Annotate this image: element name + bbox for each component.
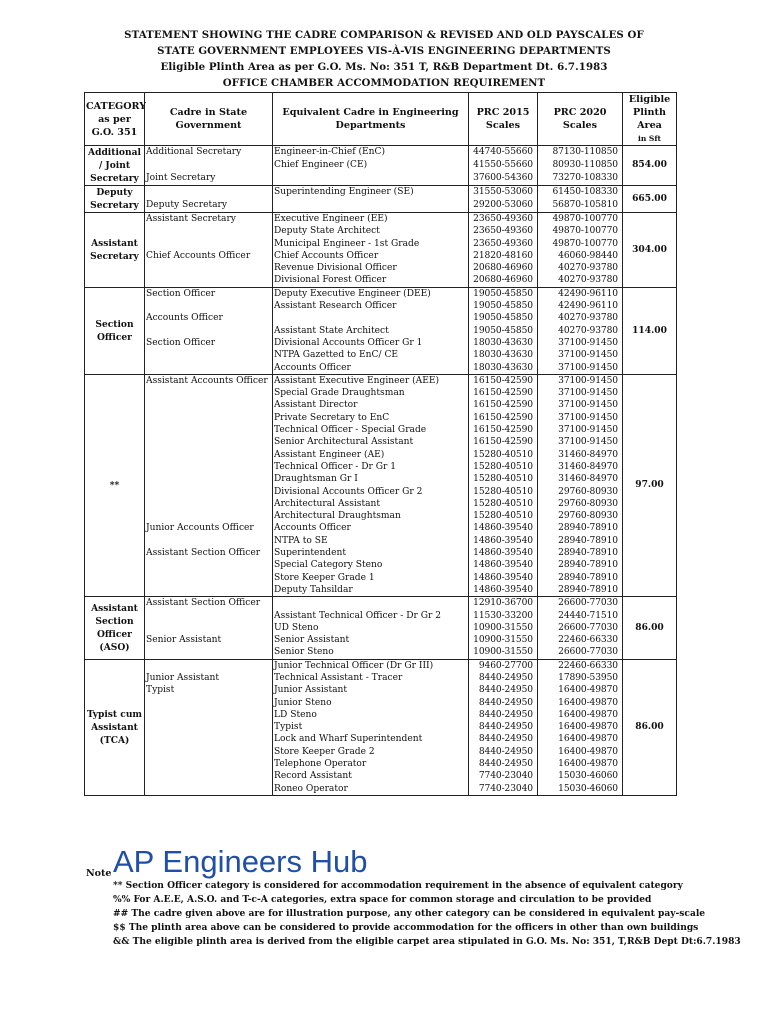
- plinth-area-cell: 114.00: [623, 287, 677, 374]
- col-area-unit: in Sft: [637, 134, 662, 143]
- engg-cadre-cell: Chief Accounts Officer: [273, 250, 469, 262]
- prc2015-cell: 15280-40510: [469, 461, 538, 473]
- engg-cadre-cell: Chief Engineer (CE): [273, 159, 469, 172]
- prc2020-cell: 28940-78910: [538, 584, 623, 597]
- prc2020-cell: 40270-93780: [538, 312, 623, 324]
- engg-cadre-cell: Senior Architectural Assistant: [273, 436, 469, 448]
- plinth-area-cell: 86.00: [623, 597, 677, 659]
- table-row: [85, 758, 677, 770]
- prc2015-cell: 7740-23040: [469, 783, 538, 796]
- prc2015-cell: 14860-39540: [469, 584, 538, 597]
- table-row: [85, 436, 677, 448]
- prc2020-cell: 28940-78910: [538, 559, 623, 571]
- table-row: [85, 709, 677, 721]
- engg-cadre-cell: Architectural Assistant: [273, 498, 469, 510]
- prc2015-cell: 8440-24950: [469, 721, 538, 733]
- state-cadre-cell: [145, 733, 273, 745]
- state-cadre-cell: [145, 510, 273, 522]
- prc2020-cell: 26600-77030: [538, 622, 623, 634]
- plinth-area-cell: 665.00: [623, 186, 677, 213]
- engg-cadre-cell: Special Category Steno: [273, 559, 469, 571]
- state-cadre-cell: [145, 783, 273, 796]
- state-cadre-cell: [145, 646, 273, 659]
- table-row: [85, 486, 677, 498]
- state-cadre-cell: Typist: [145, 684, 273, 696]
- table-row: [85, 559, 677, 571]
- engg-cadre-cell: Store Keeper Grade 1: [273, 572, 469, 584]
- prc2015-cell: 9460-27700: [469, 659, 538, 672]
- prc2015-cell: 8440-24950: [469, 684, 538, 696]
- note-4: $$ The plinth area above can be considered to provide accommodation for the officers in other than own buildings: [113, 922, 699, 933]
- table-row: [85, 449, 677, 461]
- table-row: [85, 424, 677, 436]
- prc2015-cell: 19050-45850: [469, 325, 538, 337]
- prc2015-cell: 20680-46960: [469, 274, 538, 287]
- table-row: [85, 199, 677, 213]
- prc2015-cell: 8440-24950: [469, 746, 538, 758]
- prc2020-cell: 42490-96110: [538, 300, 623, 312]
- engg-cadre-cell: Accounts Officer: [273, 522, 469, 534]
- state-cadre-cell: [145, 535, 273, 547]
- category-cell: Section Officer: [85, 287, 145, 374]
- prc2020-cell: 49870-100770: [538, 225, 623, 237]
- engg-cadre-cell: Technical Officer - Special Grade: [273, 424, 469, 436]
- state-cadre-cell: Chief Accounts Officer: [145, 250, 273, 262]
- prc2015-cell: 29200-53060: [469, 199, 538, 213]
- table-row: [85, 312, 677, 324]
- table-row: [85, 287, 677, 300]
- prc2020-cell: 16400-49870: [538, 684, 623, 696]
- state-cadre-cell: [145, 274, 273, 287]
- prc2020-cell: 80930-110850: [538, 159, 623, 172]
- engg-cadre-cell: Divisional Accounts Officer Gr 1: [273, 337, 469, 349]
- engg-cadre-cell: Deputy Executive Engineer (DEE): [273, 287, 469, 300]
- engg-cadre-cell: Junior Steno: [273, 697, 469, 709]
- state-cadre-cell: [145, 225, 273, 237]
- table-row: [85, 610, 677, 622]
- engg-cadre-cell: Accounts Officer: [273, 362, 469, 375]
- engg-cadre-cell: Record Assistant: [273, 770, 469, 782]
- prc2015-cell: 10900-31550: [469, 634, 538, 646]
- table-row: [85, 159, 677, 172]
- col-area-label: Eligible Plinth Area: [628, 94, 671, 131]
- prc2015-cell: 15280-40510: [469, 473, 538, 485]
- table-row: [85, 770, 677, 782]
- table-row: [85, 387, 677, 399]
- state-cadre-cell: [145, 349, 273, 361]
- table-row: [85, 172, 677, 186]
- engg-cadre-cell: Assistant Executive Engineer (AEE): [273, 374, 469, 387]
- engg-cadre-cell: Assistant Technical Officer - Dr Gr 2: [273, 610, 469, 622]
- state-cadre-cell: [145, 697, 273, 709]
- prc2020-cell: 40270-93780: [538, 274, 623, 287]
- prc2015-cell: 16150-42590: [469, 399, 538, 411]
- category-cell: **: [85, 374, 145, 596]
- state-cadre-cell: [145, 473, 273, 485]
- state-cadre-cell: Accounts Officer: [145, 312, 273, 324]
- table-row: [85, 374, 677, 387]
- prc2015-cell: 16150-42590: [469, 424, 538, 436]
- table-row: [85, 362, 677, 375]
- prc2020-cell: 16400-49870: [538, 697, 623, 709]
- prc2015-cell: 20680-46960: [469, 262, 538, 274]
- prc2020-cell: 37100-91450: [538, 387, 623, 399]
- table-row: [85, 412, 677, 424]
- prc2020-cell: 16400-49870: [538, 746, 623, 758]
- table-row: [85, 535, 677, 547]
- plinth-area-cell: 854.00: [623, 146, 677, 186]
- table-row: [85, 634, 677, 646]
- table-row: [85, 597, 677, 610]
- prc2020-cell: 16400-49870: [538, 758, 623, 770]
- table-row: [85, 721, 677, 733]
- prc2015-cell: 31550-53060: [469, 186, 538, 200]
- state-cadre-cell: [145, 498, 273, 510]
- prc2020-cell: 28940-78910: [538, 547, 623, 559]
- prc2020-cell: 31460-84970: [538, 461, 623, 473]
- prc2020-cell: 37100-91450: [538, 337, 623, 349]
- state-cadre-cell: [145, 325, 273, 337]
- table-row: [85, 473, 677, 485]
- prc2015-cell: 15280-40510: [469, 498, 538, 510]
- prc2015-cell: 11530-33200: [469, 610, 538, 622]
- prc2020-cell: 61450-108330: [538, 186, 623, 200]
- table-row: [85, 349, 677, 361]
- prc2020-cell: 26600-77030: [538, 597, 623, 610]
- prc2020-cell: 31460-84970: [538, 449, 623, 461]
- engg-cadre-cell: Assistant Director: [273, 399, 469, 411]
- table-row: [85, 746, 677, 758]
- engg-cadre-cell: Telephone Operator: [273, 758, 469, 770]
- state-cadre-cell: [145, 486, 273, 498]
- state-cadre-cell: [145, 770, 273, 782]
- state-cadre-cell: [145, 610, 273, 622]
- engg-cadre-cell: Executive Engineer (EE): [273, 213, 469, 226]
- state-cadre-cell: Junior Accounts Officer: [145, 522, 273, 534]
- prc2015-cell: 23650-49360: [469, 225, 538, 237]
- state-cadre-cell: Assistant Secretary: [145, 213, 273, 226]
- table-row: [85, 684, 677, 696]
- prc2020-cell: 15030-46060: [538, 770, 623, 782]
- heading-line-4: OFFICE CHAMBER ACCOMMODATION REQUIREMENT: [222, 77, 546, 89]
- engg-cadre-cell: LD Steno: [273, 709, 469, 721]
- state-cadre-cell: [145, 584, 273, 597]
- prc2020-cell: 28940-78910: [538, 535, 623, 547]
- prc2020-cell: 40270-93780: [538, 325, 623, 337]
- prc2020-cell: 46060-98440: [538, 250, 623, 262]
- col-state-header: Cadre in State Government: [145, 93, 273, 146]
- state-cadre-cell: Joint Secretary: [145, 172, 273, 186]
- state-cadre-cell: [145, 424, 273, 436]
- table-row: [85, 213, 677, 226]
- engg-cadre-cell: Superintending Engineer (SE): [273, 186, 469, 200]
- table-row: [85, 572, 677, 584]
- state-cadre-cell: Deputy Secretary: [145, 199, 273, 213]
- prc2015-cell: 14860-39540: [469, 522, 538, 534]
- engg-cadre-cell: [273, 172, 469, 186]
- prc2015-cell: 8440-24950: [469, 672, 538, 684]
- state-cadre-cell: [145, 262, 273, 274]
- prc2015-cell: 8440-24950: [469, 733, 538, 745]
- prc2020-cell: 31460-84970: [538, 473, 623, 485]
- heading-line-3: Eligible Plinth Area as per G.O. Ms. No: 351 T, R&B Department Dt. 6.7.1983: [160, 61, 608, 73]
- state-cadre-cell: [145, 572, 273, 584]
- engg-cadre-cell: Deputy State Architect: [273, 225, 469, 237]
- table-row: [85, 325, 677, 337]
- engg-cadre-cell: UD Steno: [273, 622, 469, 634]
- engg-cadre-cell: Store Keeper Grade 2: [273, 746, 469, 758]
- state-cadre-cell: Senior Assistant: [145, 634, 273, 646]
- engg-cadre-cell: Typist: [273, 721, 469, 733]
- note-5: && The eligible plinth area is derived from the eligible carpet area stipulated in G.O. Ms. No: 351, T,R&B Dept Dt:6.7.1983: [113, 936, 741, 947]
- prc2015-cell: 23650-49360: [469, 238, 538, 250]
- state-cadre-cell: Junior Assistant: [145, 672, 273, 684]
- engg-cadre-cell: Revenue Divisional Officer: [273, 262, 469, 274]
- prc2020-cell: 28940-78910: [538, 522, 623, 534]
- plinth-area-cell: 97.00: [623, 374, 677, 596]
- table-row: [85, 733, 677, 745]
- prc2015-cell: 14860-39540: [469, 547, 538, 559]
- prc2015-cell: 44740-55660: [469, 146, 538, 160]
- table-row: [85, 646, 677, 659]
- engg-cadre-cell: Municipal Engineer - 1st Grade: [273, 238, 469, 250]
- prc2015-cell: 8440-24950: [469, 709, 538, 721]
- category-cell: Assistant Section Officer (ASO): [85, 597, 145, 659]
- state-cadre-cell: Section Officer: [145, 287, 273, 300]
- engg-cadre-cell: Special Grade Draughtsman: [273, 387, 469, 399]
- table-row: [85, 697, 677, 709]
- plinth-area-cell: 304.00: [623, 213, 677, 288]
- plinth-area-cell: 86.00: [623, 659, 677, 795]
- state-cadre-cell: Assistant Accounts Officer: [145, 374, 273, 387]
- prc2020-cell: 40270-93780: [538, 262, 623, 274]
- prc2020-cell: 24440-71510: [538, 610, 623, 622]
- prc2020-cell: 17890-53950: [538, 672, 623, 684]
- prc2020-cell: 37100-91450: [538, 424, 623, 436]
- table-row: [85, 659, 677, 672]
- engg-cadre-cell: [273, 597, 469, 610]
- table-row: [85, 510, 677, 522]
- prc2020-cell: 37100-91450: [538, 374, 623, 387]
- table-row: [85, 672, 677, 684]
- col-prc2015-header: PRC 2015 Scales: [469, 93, 538, 146]
- prc2020-cell: 28940-78910: [538, 572, 623, 584]
- engg-cadre-cell: Roneo Operator: [273, 783, 469, 796]
- cadre-table: [84, 92, 677, 796]
- prc2020-cell: 37100-91450: [538, 436, 623, 448]
- state-cadre-cell: [145, 721, 273, 733]
- engg-cadre-cell: NTPA to SE: [273, 535, 469, 547]
- prc2020-cell: 29760-80930: [538, 498, 623, 510]
- engg-cadre-cell: Superintendent: [273, 547, 469, 559]
- state-cadre-cell: Section Officer: [145, 337, 273, 349]
- prc2015-cell: 10900-31550: [469, 622, 538, 634]
- category-cell: Assistant Secretary: [85, 213, 145, 288]
- prc2020-cell: 26600-77030: [538, 646, 623, 659]
- prc2020-cell: 37100-91450: [538, 349, 623, 361]
- table-row: [85, 186, 677, 200]
- prc2020-cell: 49870-100770: [538, 238, 623, 250]
- prc2015-cell: 8440-24950: [469, 697, 538, 709]
- prc2015-cell: 16150-42590: [469, 387, 538, 399]
- prc2020-cell: 37100-91450: [538, 412, 623, 424]
- engg-cadre-cell: [273, 312, 469, 324]
- prc2015-cell: 7740-23040: [469, 770, 538, 782]
- engg-cadre-cell: Technical Officer - Dr Gr 1: [273, 461, 469, 473]
- col-area-header: [623, 93, 677, 146]
- engg-cadre-cell: Senior Assistant: [273, 634, 469, 646]
- prc2020-cell: 22460-66330: [538, 659, 623, 672]
- state-cadre-cell: Assistant Section Officer: [145, 547, 273, 559]
- col-prc2020-header: PRC 2020 Scales: [538, 93, 623, 146]
- state-cadre-cell: Additional Secretary: [145, 146, 273, 160]
- table-row: [85, 274, 677, 287]
- state-cadre-cell: [145, 159, 273, 172]
- prc2015-cell: 18030-43630: [469, 337, 538, 349]
- engg-cadre-cell: [273, 199, 469, 213]
- heading-line-1: STATEMENT SHOWING THE CADRE COMPARISON & REVISED AND OLD PAYSCALES OF: [124, 29, 644, 41]
- state-cadre-cell: [145, 399, 273, 411]
- state-cadre-cell: [145, 387, 273, 399]
- state-cadre-cell: [145, 238, 273, 250]
- state-cadre-cell: [145, 186, 273, 200]
- table-row: [85, 300, 677, 312]
- engg-cadre-cell: Private Secretary to EnC: [273, 412, 469, 424]
- prc2015-cell: 16150-42590: [469, 374, 538, 387]
- prc2020-cell: 29760-80930: [538, 510, 623, 522]
- engg-cadre-cell: Architectural Draughtsman: [273, 510, 469, 522]
- prc2020-cell: 15030-46060: [538, 783, 623, 796]
- state-cadre-cell: Assistant Section Officer: [145, 597, 273, 610]
- prc2020-cell: 22460-66330: [538, 634, 623, 646]
- state-cadre-cell: [145, 436, 273, 448]
- engg-cadre-cell: Divisional Accounts Officer Gr 2: [273, 486, 469, 498]
- state-cadre-cell: [145, 559, 273, 571]
- table-row: [85, 238, 677, 250]
- prc2020-cell: 16400-49870: [538, 709, 623, 721]
- state-cadre-cell: [145, 362, 273, 375]
- category-cell: Additional / Joint Secretary: [85, 146, 145, 186]
- prc2020-cell: 37100-91450: [538, 399, 623, 411]
- engg-cadre-cell: Junior Assistant: [273, 684, 469, 696]
- table-row: [85, 498, 677, 510]
- table-row: [85, 337, 677, 349]
- table-row: [85, 146, 677, 160]
- prc2020-cell: 16400-49870: [538, 733, 623, 745]
- engg-cadre-cell: Technical Assistant - Tracer: [273, 672, 469, 684]
- prc2015-cell: 19050-45850: [469, 287, 538, 300]
- table-row: [85, 250, 677, 262]
- state-cadre-cell: [145, 449, 273, 461]
- prc2015-cell: 41550-55660: [469, 159, 538, 172]
- category-cell: Deputy Secretary: [85, 186, 145, 213]
- engg-cadre-cell: Senior Steno: [273, 646, 469, 659]
- category-cell: Typist cum Assistant (TCA): [85, 659, 145, 795]
- engg-cadre-cell: Divisional Forest Officer: [273, 274, 469, 287]
- engg-cadre-cell: NTPA Gazetted to EnC/ CE: [273, 349, 469, 361]
- note-label: Note: [86, 868, 112, 879]
- prc2020-cell: 49870-100770: [538, 213, 623, 226]
- engg-cadre-cell: Assistant Research Officer: [273, 300, 469, 312]
- prc2015-cell: 19050-45850: [469, 312, 538, 324]
- table-row: [85, 461, 677, 473]
- watermark-text: AP Engineers Hub: [113, 844, 368, 879]
- table-row: [85, 584, 677, 597]
- prc2015-cell: 23650-49360: [469, 213, 538, 226]
- prc2015-cell: 18030-43630: [469, 362, 538, 375]
- prc2015-cell: 18030-43630: [469, 349, 538, 361]
- prc2020-cell: 42490-96110: [538, 287, 623, 300]
- prc2015-cell: 16150-42590: [469, 412, 538, 424]
- cadre-table-body: [85, 146, 677, 796]
- note-3: ## The cadre given above are for illustration purpose, any other category can be considered in equivalent pay-scale: [113, 908, 706, 919]
- table-row: [85, 225, 677, 237]
- prc2020-cell: 37100-91450: [538, 362, 623, 375]
- engg-cadre-cell: Junior Technical Officer (Dr Gr III): [273, 659, 469, 672]
- prc2015-cell: 15280-40510: [469, 510, 538, 522]
- prc2015-cell: 14860-39540: [469, 572, 538, 584]
- table-row: [85, 522, 677, 534]
- prc2015-cell: 8440-24950: [469, 758, 538, 770]
- state-cadre-cell: [145, 709, 273, 721]
- heading-line-2: STATE GOVERNMENT EMPLOYEES VIS-À-VIS ENGINEERING DEPARTMENTS: [157, 45, 611, 57]
- prc2020-cell: 16400-49870: [538, 721, 623, 733]
- state-cadre-cell: [145, 746, 273, 758]
- prc2020-cell: 56870-105810: [538, 199, 623, 213]
- prc2015-cell: 14860-39540: [469, 535, 538, 547]
- prc2015-cell: 21820-48160: [469, 250, 538, 262]
- prc2015-cell: 14860-39540: [469, 559, 538, 571]
- prc2015-cell: 19050-45850: [469, 300, 538, 312]
- prc2020-cell: 29760-80930: [538, 486, 623, 498]
- table-row: [85, 783, 677, 796]
- table-row: [85, 547, 677, 559]
- engg-cadre-cell: Assistant Engineer (AE): [273, 449, 469, 461]
- prc2015-cell: 15280-40510: [469, 449, 538, 461]
- table-row: [85, 622, 677, 634]
- prc2020-cell: 87130-110850: [538, 146, 623, 160]
- prc2015-cell: 16150-42590: [469, 436, 538, 448]
- state-cadre-cell: [145, 622, 273, 634]
- state-cadre-cell: [145, 659, 273, 672]
- engg-cadre-cell: Assistant State Architect: [273, 325, 469, 337]
- prc2015-cell: 10900-31550: [469, 646, 538, 659]
- prc2020-cell: 73270-108330: [538, 172, 623, 186]
- prc2015-cell: 12910-36700: [469, 597, 538, 610]
- table-row: [85, 262, 677, 274]
- state-cadre-cell: [145, 461, 273, 473]
- col-engg-header: Equivalent Cadre in Engineering Departments: [273, 93, 469, 146]
- col-category-header: CATEGORY as per G.O. 351: [85, 93, 145, 146]
- note-1: ** Section Officer category is considered for accommodation requirement in the absence of equivalent category: [113, 880, 683, 891]
- prc2015-cell: 15280-40510: [469, 486, 538, 498]
- engg-cadre-cell: Lock and Wharf Superintendent: [273, 733, 469, 745]
- note-2: %% For A.E.E, A.S.O. and T-c-A categories, extra space for common storage and circulation to be provided: [113, 894, 652, 905]
- state-cadre-cell: [145, 300, 273, 312]
- prc2015-cell: 37600-54360: [469, 172, 538, 186]
- state-cadre-cell: [145, 758, 273, 770]
- engg-cadre-cell: Deputy Tahsildar: [273, 584, 469, 597]
- engg-cadre-cell: Draughtsman Gr I: [273, 473, 469, 485]
- engg-cadre-cell: Engineer-in-Chief (EnC): [273, 146, 469, 160]
- table-row: [85, 399, 677, 411]
- state-cadre-cell: [145, 412, 273, 424]
